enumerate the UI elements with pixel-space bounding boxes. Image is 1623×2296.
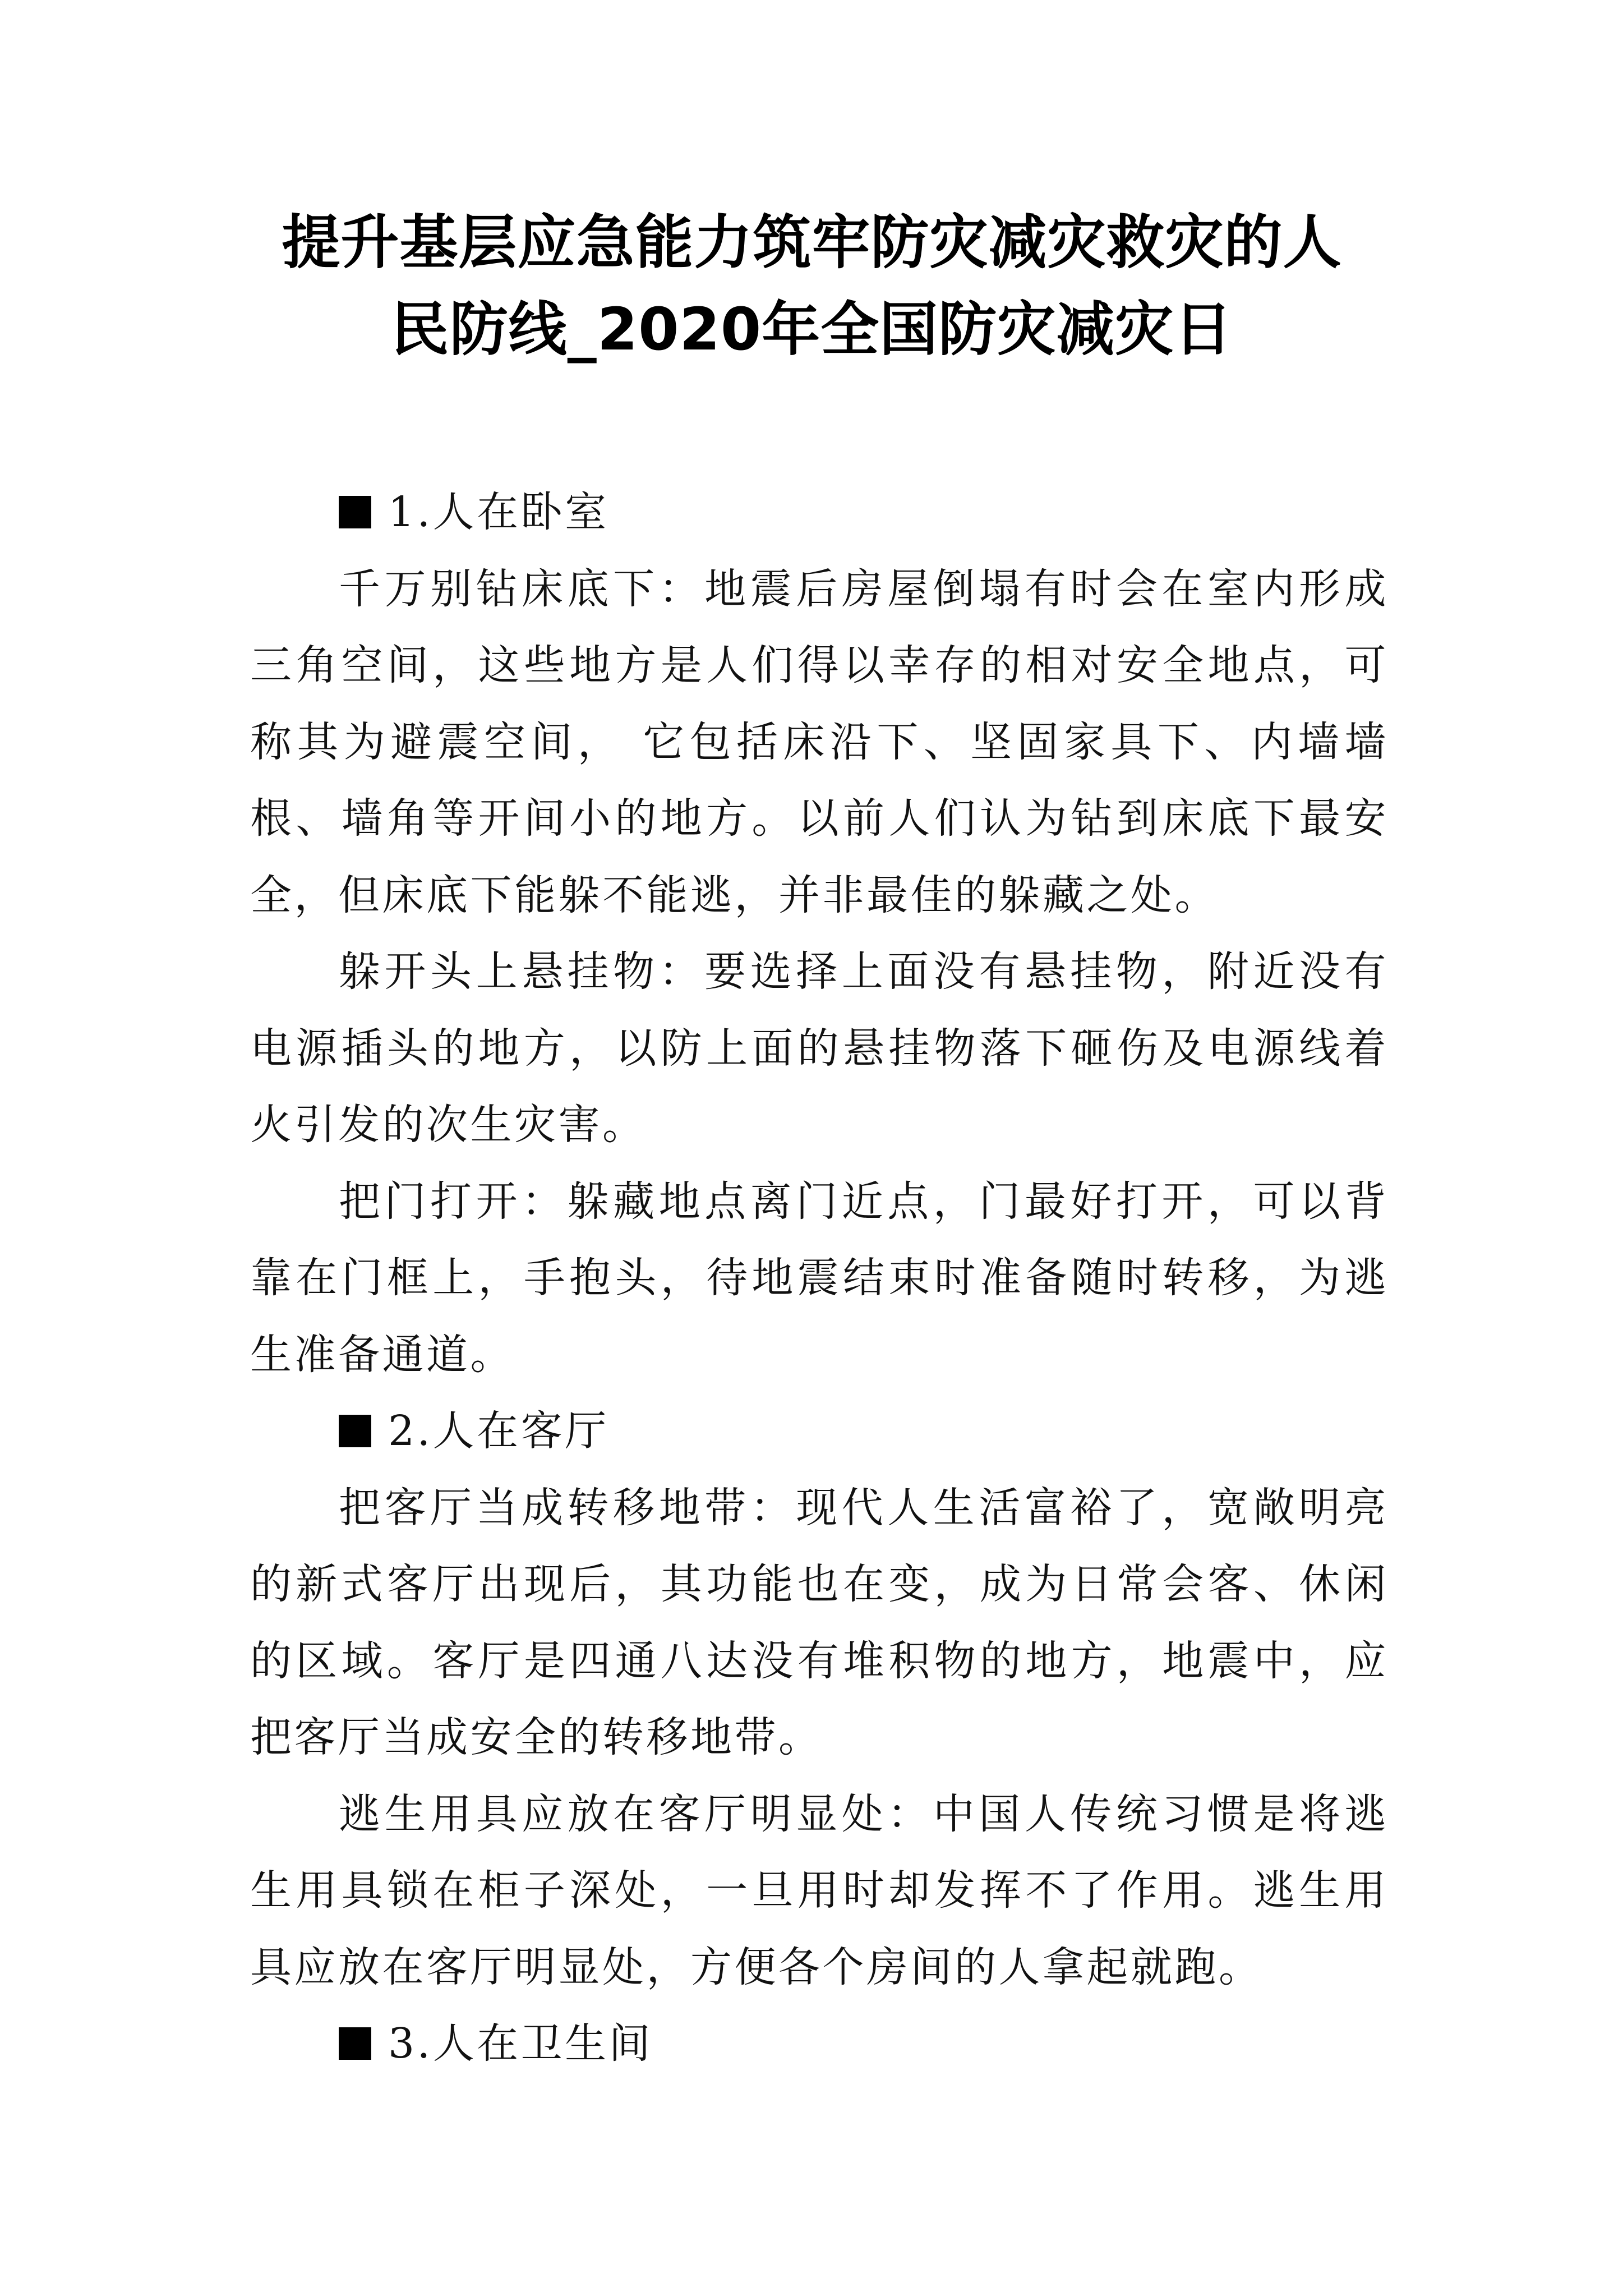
section-heading-text: 2.人在客厅 xyxy=(388,1407,609,1455)
section-heading xyxy=(250,2005,1389,2082)
title-line-1: 提升基层应急能力筑牢防灾减灾救灾的人 xyxy=(282,208,1342,277)
document-title xyxy=(247,199,1377,373)
paragraph: 逃生用具应放在客厅明显处：中国人传统习惯是将逃生用具锁在柜子深处，一旦用时却发挥不了作用。逃生用具应放在客厅明显处，方便各个房间的人拿起就跑。 xyxy=(250,1789,1389,1991)
title-line-2: 民防线_2020年全国防灾减灾日 xyxy=(390,295,1233,364)
document-body xyxy=(250,474,1389,2082)
black-square-icon xyxy=(339,1415,371,1447)
black-square-icon xyxy=(339,496,371,528)
section-heading xyxy=(250,474,1389,551)
section-heading-text: 3.人在卫生间 xyxy=(388,2019,653,2068)
section-heading xyxy=(250,1393,1389,1470)
paragraph: 把门打开：躲藏地点离门近点，门最好打开，可以背靠在门框上，手抱头，待地震结束时准备随时转移，为逃生准备通道。 xyxy=(250,1177,1389,1379)
paragraph: 千万别钻床底下：地震后房屋倒塌有时会在室内形成三角空间，这些地方是人们得以幸存的相对安全地点，可称其为避震空间， 它包括床沿下、坚固家具下、内墙墙根、墙角等开间小的地方。以前人们认为钻到床底下最安全，但床底下能躲不能逃，并非最佳的躲藏之处。 xyxy=(250,564,1389,919)
black-square-icon xyxy=(339,2027,371,2060)
section-heading-text: 1.人在卧室 xyxy=(388,488,609,536)
paragraph: 把客厅当成转移地带：现代人生活富裕了，宽敞明亮的新式客厅出现后，其功能也在变，成为日常会客、休闲的区域。客厅是四通八达没有堆积物的地方，地震中，应把客厅当成安全的转移地带。 xyxy=(250,1483,1389,1761)
paragraph: 躲开头上悬挂物：要选择上面没有悬挂物，附近没有电源插头的地方，以防上面的悬挂物落下砸伤及电源线着火引发的次生灾害。 xyxy=(250,947,1389,1149)
